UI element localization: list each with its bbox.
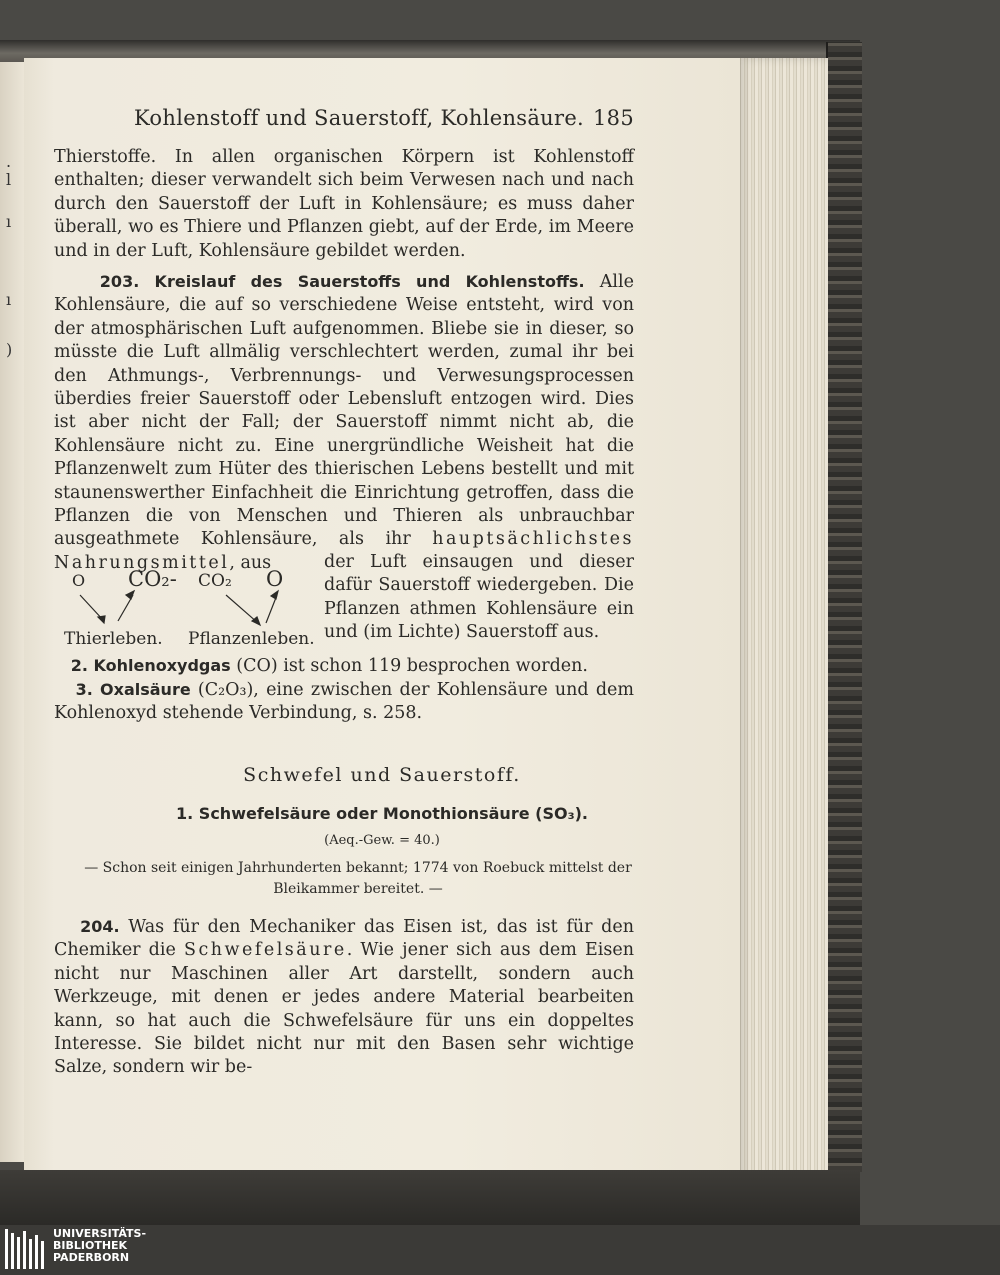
library-footer bbox=[0, 1225, 1000, 1275]
left-page-glyph: . bbox=[6, 152, 12, 171]
paragraph-204 bbox=[54, 915, 634, 1080]
equivalent-weight: (Aeq.-Gew. = 40.) bbox=[324, 833, 440, 848]
page-number: 185 bbox=[593, 106, 634, 130]
book-spine bbox=[826, 42, 862, 1172]
subsection-title: 1. Schwefelsäure oder Monothionsäure (SO₃). bbox=[176, 804, 588, 823]
carbon-cycle-diagram bbox=[58, 563, 320, 653]
paragraph-number: 204. bbox=[80, 917, 120, 936]
paragraph-number: 203. bbox=[99, 272, 140, 291]
co2-label-left: CO₂- bbox=[128, 567, 177, 591]
item-number: 3. bbox=[75, 680, 93, 699]
library-name bbox=[53, 1228, 146, 1264]
library-name-line: UNIVERSITÄTS- bbox=[53, 1227, 147, 1240]
left-page-glyph: ı bbox=[6, 290, 12, 309]
emphasis-text: hauptsächlichstes Nahrungsmittel bbox=[54, 529, 634, 573]
left-page-glyph: ı bbox=[6, 212, 12, 231]
item-heading: Oxalsäure bbox=[100, 680, 191, 699]
item-text: (C₂O₃), eine zwischen der Kohlensäure und dem Kohlenoxyd stehende Verbindung, s. 258. bbox=[54, 680, 634, 724]
arrow-head bbox=[271, 591, 278, 599]
section-title: Schwefel und Sauerstoff. bbox=[243, 764, 521, 786]
item-text: (CO) ist schon 119 besprochen worden. bbox=[230, 656, 588, 676]
paragraph-text: der Luft einsaugen und dieser dafür Sauerstoff wiedergeben. Die Pflanzen athmen Kohlensäure ein und (im Lichte) Sauerstoff aus. bbox=[324, 552, 634, 643]
paragraph-text: , aus bbox=[229, 552, 272, 573]
animal-life-label: Thierleben. bbox=[64, 629, 163, 649]
paragraph-text: Was für den Mechaniker das Eisen ist, das ist für den Chemiker die bbox=[54, 917, 634, 961]
paragraph-203 bbox=[54, 270, 634, 575]
item-2 bbox=[54, 654, 634, 678]
paragraph-text: Thierstoffe. In allen organischen Körpern ist Kohlenstoff enthalten; dieser verwandelt sich beim Verwesen nach und nach durch den Sauerstoff der Luft in Kohlensäure; es muss daher überall, wo es Thiere und Pflanzen giebt, auf der Erde, im Meere und in der Luft, Kohlensäure gebildet werden. bbox=[54, 147, 634, 261]
plant-life-label: Pflanzenleben. bbox=[188, 629, 315, 649]
running-title: Kohlenstoff und Sauerstoff, Kohlensäure. bbox=[134, 106, 585, 130]
paragraph-text: . Wie jener sich aus dem Eisen nicht nur Maschinen aller Art darstellt, sondern auch Werkzeuge, mit denen er jedes andere Material bearbeiten kann, so hat auch die Schwefelsäure für uns ein doppeltes Interesse. Sie bildet nicht nur mit den Basen sehr wichtige Salze, sondern wir be- bbox=[54, 940, 634, 1078]
arrow-line bbox=[226, 595, 258, 623]
left-page-glyph: ) bbox=[6, 340, 13, 359]
book-page bbox=[24, 58, 740, 1180]
item-heading: Kohlenoxydgas bbox=[93, 656, 231, 675]
left-page-strip bbox=[0, 62, 25, 1162]
arrow-head bbox=[126, 591, 134, 599]
item-number: 2. bbox=[70, 656, 88, 675]
paragraph-text: Alle Kohlensäure, die auf so verschiedene Weise entsteht, wird von der atmosphärischen Luft aufgenommen. Bliebe sie in dieser, so müsste die Luft allmälig verschlechtert werden, zumal ihr bei den Athmungs-, Verbrennungs- und Verwesungsprocessen überdies freier Sauerstoff oder Lebensluft entzogen wird. Dies ist aber nicht der Fall; der Sauerstoff nimmt nicht ab, die Kohlensäure nicht zu. Eine unergründliche Weisheit hat die Pflanzenwelt zum Hüter des thierischen Lebens bestellt und mit staunenswerther Einfachheit die Einrichtung getroffen, dass die Pflanzen die von Menschen und Thieren als unbrauchbar ausgeathmete Kohlensäure, als ihr bbox=[54, 272, 634, 550]
item-3 bbox=[54, 678, 634, 726]
oxygen-label-left: O bbox=[72, 571, 86, 590]
arrow-head bbox=[98, 616, 105, 623]
co2-label-right: CO₂ bbox=[198, 571, 232, 591]
historical-note: — Schon seit einigen Jahrhunderten bekannt; 1774 von Roebuck mittelst der Bleikammer bereitet. — bbox=[84, 860, 632, 897]
oxygen-label-right: O bbox=[266, 567, 284, 591]
library-name-line: PADERBORN bbox=[53, 1251, 130, 1264]
paragraph-heading: Kreislauf des Sauerstoffs und Kohlenstoffs. bbox=[154, 272, 585, 291]
library-logo-icon bbox=[5, 1227, 47, 1273]
emphasis-text: Schwefelsäure bbox=[183, 940, 347, 961]
page-edges bbox=[738, 58, 828, 1183]
left-page-glyph: l bbox=[6, 170, 12, 189]
library-name-line: BIBLIOTHEK bbox=[53, 1239, 128, 1252]
paragraph-intro bbox=[54, 146, 634, 263]
diagram-side-text bbox=[324, 551, 634, 645]
scan-shadow bbox=[0, 1170, 860, 1225]
